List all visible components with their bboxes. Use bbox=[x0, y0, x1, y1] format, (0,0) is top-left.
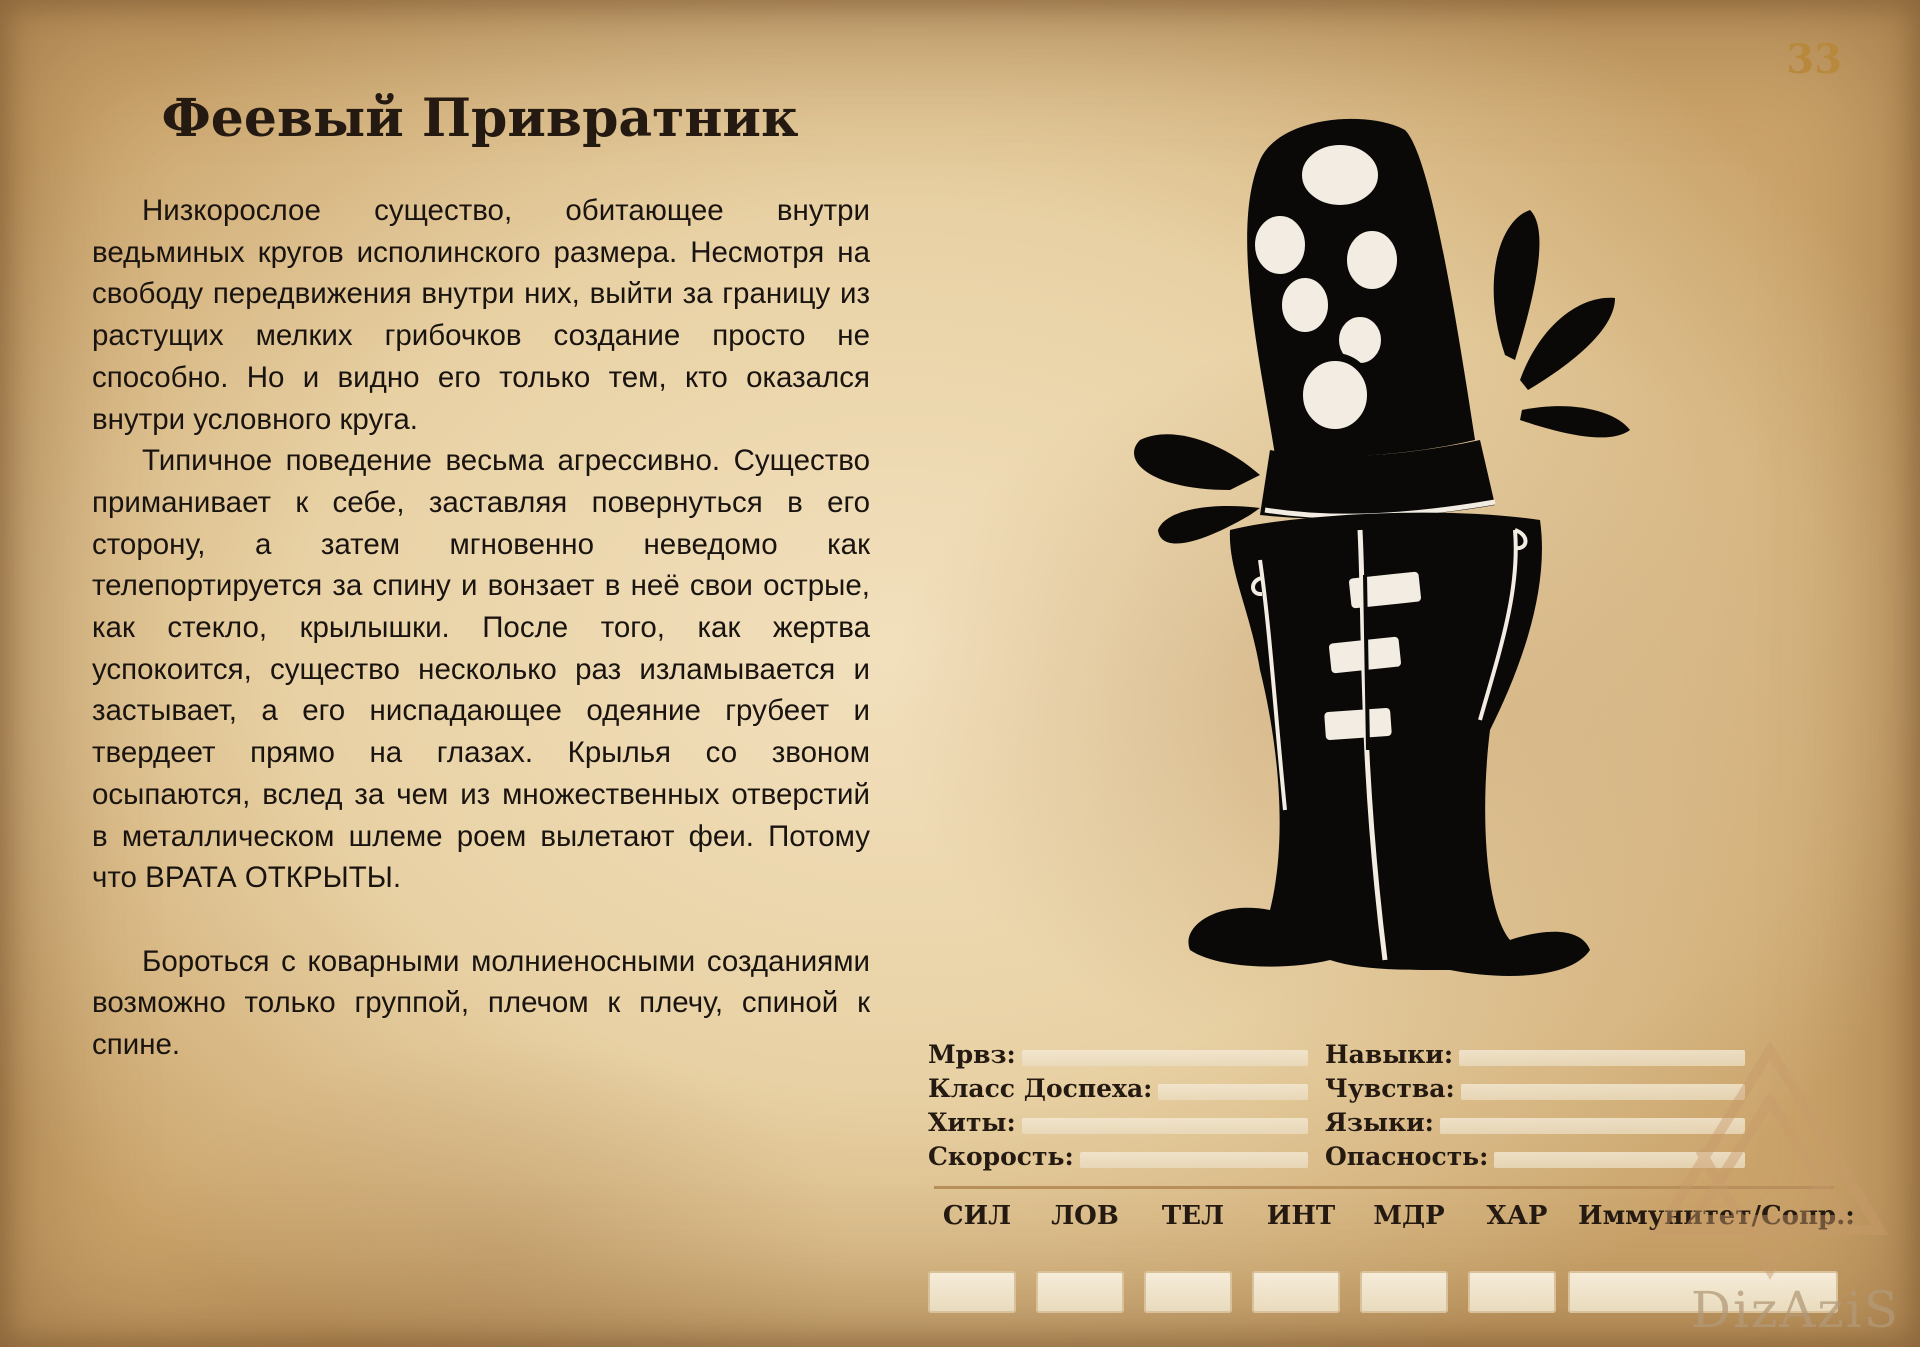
stat-row-left-3 bbox=[928, 1104, 1308, 1138]
stat-row-left-2 bbox=[928, 1070, 1308, 1104]
page-title: Феевый Привратник bbox=[161, 88, 799, 149]
stat-field-speed[interactable] bbox=[1080, 1152, 1308, 1168]
stat-field-armor-class[interactable] bbox=[1158, 1084, 1308, 1100]
stat-label-languages: Языки: bbox=[1325, 1108, 1434, 1137]
stat-field-cr[interactable] bbox=[1022, 1050, 1308, 1066]
ability-label-con: ТЕЛ bbox=[1161, 1201, 1225, 1231]
triangle-logo-watermark bbox=[1640, 1030, 1900, 1290]
ability-label-wis: МДР bbox=[1373, 1201, 1445, 1231]
stat-label-hit-points: Хиты: bbox=[928, 1108, 1016, 1137]
ability-box-wis[interactable] bbox=[1360, 1271, 1448, 1313]
immunity-label: Иммунитет/Сопр.: bbox=[1578, 1201, 1855, 1231]
ability-label-cha: ХАР bbox=[1486, 1201, 1548, 1231]
fey-gatekeeper-illustration bbox=[1110, 110, 1670, 990]
ability-box-int[interactable] bbox=[1252, 1271, 1340, 1313]
stat-label-senses: Чувства: bbox=[1325, 1074, 1455, 1103]
stat-label-armor-class: Класс Доспеха: bbox=[928, 1074, 1153, 1103]
stat-label-speed: Скорость: bbox=[928, 1142, 1074, 1171]
stat-row-left-1 bbox=[928, 1036, 1308, 1070]
ability-box-dex[interactable] bbox=[1036, 1271, 1124, 1313]
paragraph-3: Бороться с коварными молниеносными созданиями возможно только группой, плечом к плечу, спиной к спине. bbox=[92, 944, 870, 1062]
description-text bbox=[92, 190, 870, 1066]
stat-field-hit-points[interactable] bbox=[1022, 1118, 1308, 1134]
ability-box-con[interactable] bbox=[1144, 1271, 1232, 1313]
ability-box-cha[interactable] bbox=[1468, 1271, 1556, 1313]
ability-label-int: ИНТ bbox=[1266, 1201, 1336, 1231]
ability-box-str[interactable] bbox=[928, 1271, 1016, 1313]
ability-label-str: СИЛ bbox=[942, 1201, 1012, 1231]
paragraph-2: Типичное поведение весьма агрессивно. Существо приманивает к себе, заставляя повернуться в его сторону, а затем мгновенно неведомо как телепортируется за спину и вонзает в неё свои острые, как стекло, крылышки. После того, как жертва успокоится, существо несколько раз изламывается и застывает, а его ниспадающее одеяние грубеет и твердеет прямо на глазах. Крылья со звоном осыпаются, вслед за чем из множественных отверстий в металлическом шлеме роем вылетают феи. Потому что ВРАТА ОТКРЫТЫ. bbox=[92, 444, 870, 895]
stat-row-left-4 bbox=[928, 1138, 1308, 1172]
stat-label-cr: Мрвз: bbox=[928, 1040, 1016, 1069]
page-number: 33 bbox=[1786, 36, 1842, 83]
stat-label-danger: Опасность: bbox=[1325, 1142, 1489, 1171]
ability-label-dex: ЛОВ bbox=[1051, 1201, 1119, 1231]
watermark: DizAziS bbox=[1690, 1281, 1900, 1339]
paragraph-1: Низкорослое существо, обитающее внутри ведьминых кругов исполинского размера. Несмотря на свободу передвижения внутри них, выйти за границу из растущих мелких грибочков создание просто не способно. Но и видно его только тем, кто оказался внутри условного круга. bbox=[92, 194, 870, 436]
stat-label-skills: Навыки: bbox=[1325, 1040, 1454, 1069]
